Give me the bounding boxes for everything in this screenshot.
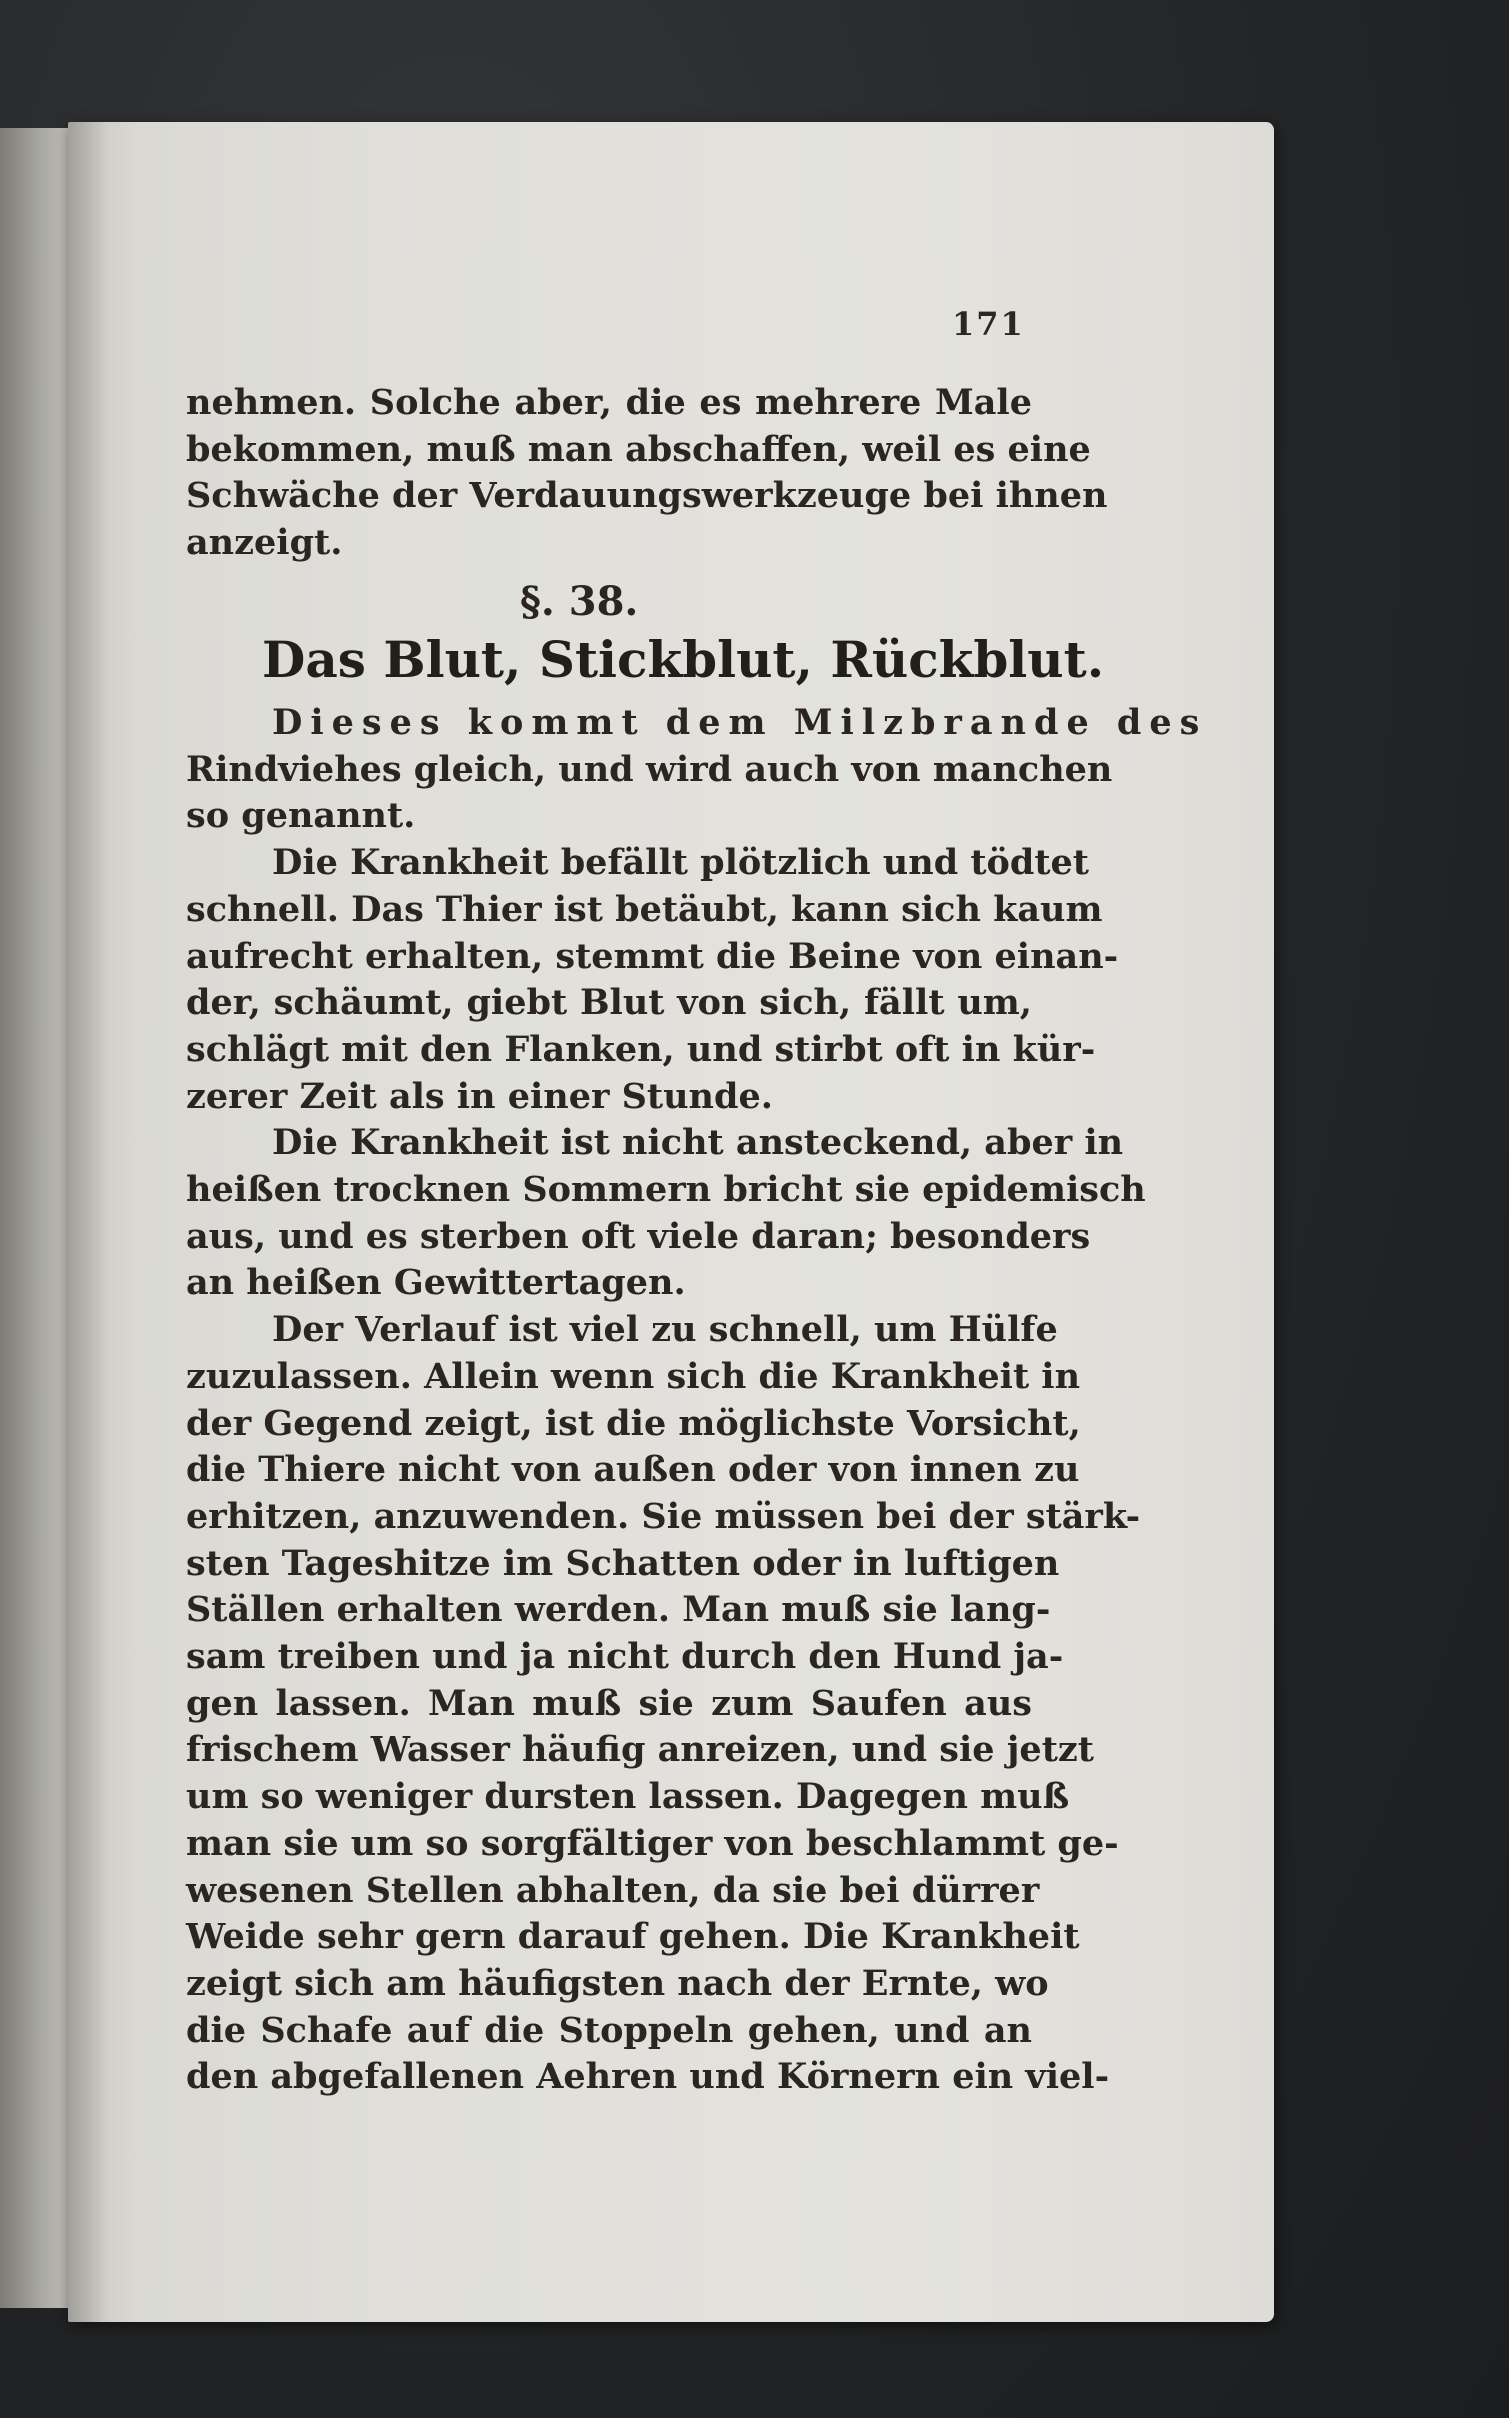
text-line: die Thiere nicht von außen oder von innen zu [186, 1449, 1080, 1491]
text-line: aufrecht erhalten, stemmt die Beine von einan- [186, 935, 1119, 977]
text-line: der, schäumt, giebt Blut von sich, fällt um, [186, 982, 1032, 1024]
text-line: so genannt. [186, 795, 416, 837]
text-line: zerer Zeit als in einer Stunde. [186, 1075, 773, 1117]
text-line: schnell. Das Thier ist betäubt, kann sich kaum [186, 888, 1103, 930]
text-line: gen lassen. Man muß sie zum Saufen aus [186, 1682, 1032, 1724]
text-line: Die Krankheit befällt plötzlich und tödtet [272, 842, 1089, 884]
text-line: erhitzen, anzuwenden. Sie müssen bei der stärk- [186, 1495, 1141, 1537]
text-line: der Gegend zeigt, ist die möglichste Vorsicht, [186, 1402, 1081, 1444]
text-line: Die Krankheit ist nicht ansteckend, aber in [272, 1122, 1124, 1164]
page-number: 171 [952, 305, 1025, 343]
text-line: zeigt sich am häufigsten nach der Ernte, wo [186, 1962, 1049, 2004]
text-line: Rindviehes gleich, und wird auch von manchen [186, 748, 1113, 790]
text-line: zuzulassen. Allein wenn sich die Krankheit in [186, 1355, 1081, 1397]
text-line: Der Verlauf ist viel zu schnell, um Hülfe [272, 1309, 1058, 1351]
text-line: heißen trocknen Sommern bricht sie epidemisch [186, 1169, 1146, 1211]
text-line: um so weniger dursten lassen. Dagegen muß [186, 1776, 1070, 1818]
text-line: anzeigt. [186, 522, 343, 564]
text-line: nehmen. Solche aber, die es mehrere Male [186, 382, 1032, 423]
text-line: bekommen, muß man abschaffen, weil es eine [186, 428, 1091, 470]
intro-paragraph [186, 380, 1108, 567]
text-line: den abgefallenen Aehren und Körnern ein viel- [186, 2056, 1110, 2098]
text-line: die Schafe auf die Stoppeln gehen, und an [186, 2009, 1032, 2051]
text-line: man sie um so sorgfältiger von beschlammt ge- [186, 1822, 1119, 1864]
text-line: frischem Wasser häufig anreizen, und sie jetzt [186, 1729, 1094, 1771]
text-line: Weide sehr gern darauf gehen. Die Krankheit [186, 1916, 1080, 1958]
text-line: wesenen Stellen abhalten, da sie bei dürrer [186, 1869, 1040, 1911]
text-line: Ställen erhalten werden. Man muß sie lang- [186, 1589, 1051, 1631]
text-line: Schwäche der Verdauungswerkzeuge bei ihnen [186, 475, 1108, 517]
section-body [186, 700, 1208, 2101]
text-line: aus, und es sterben oft viele daran; besonders [186, 1215, 1091, 1257]
section-title: Das Blut, Stickblut, Rückblut. [262, 630, 1105, 689]
text-line: Dieses kommt dem Milzbrande des [272, 702, 1208, 743]
text-line: schlägt mit den Flanken, und stirbt oft in kür- [186, 1028, 1096, 1070]
text-line: sten Tageshitze im Schatten oder in luftigen [186, 1542, 1060, 1584]
text-line: an heißen Gewittertagen. [186, 1262, 686, 1304]
section-number: §. 38. [520, 578, 639, 625]
text-line: sam treiben und ja nicht durch den Hund ja- [186, 1636, 1064, 1678]
